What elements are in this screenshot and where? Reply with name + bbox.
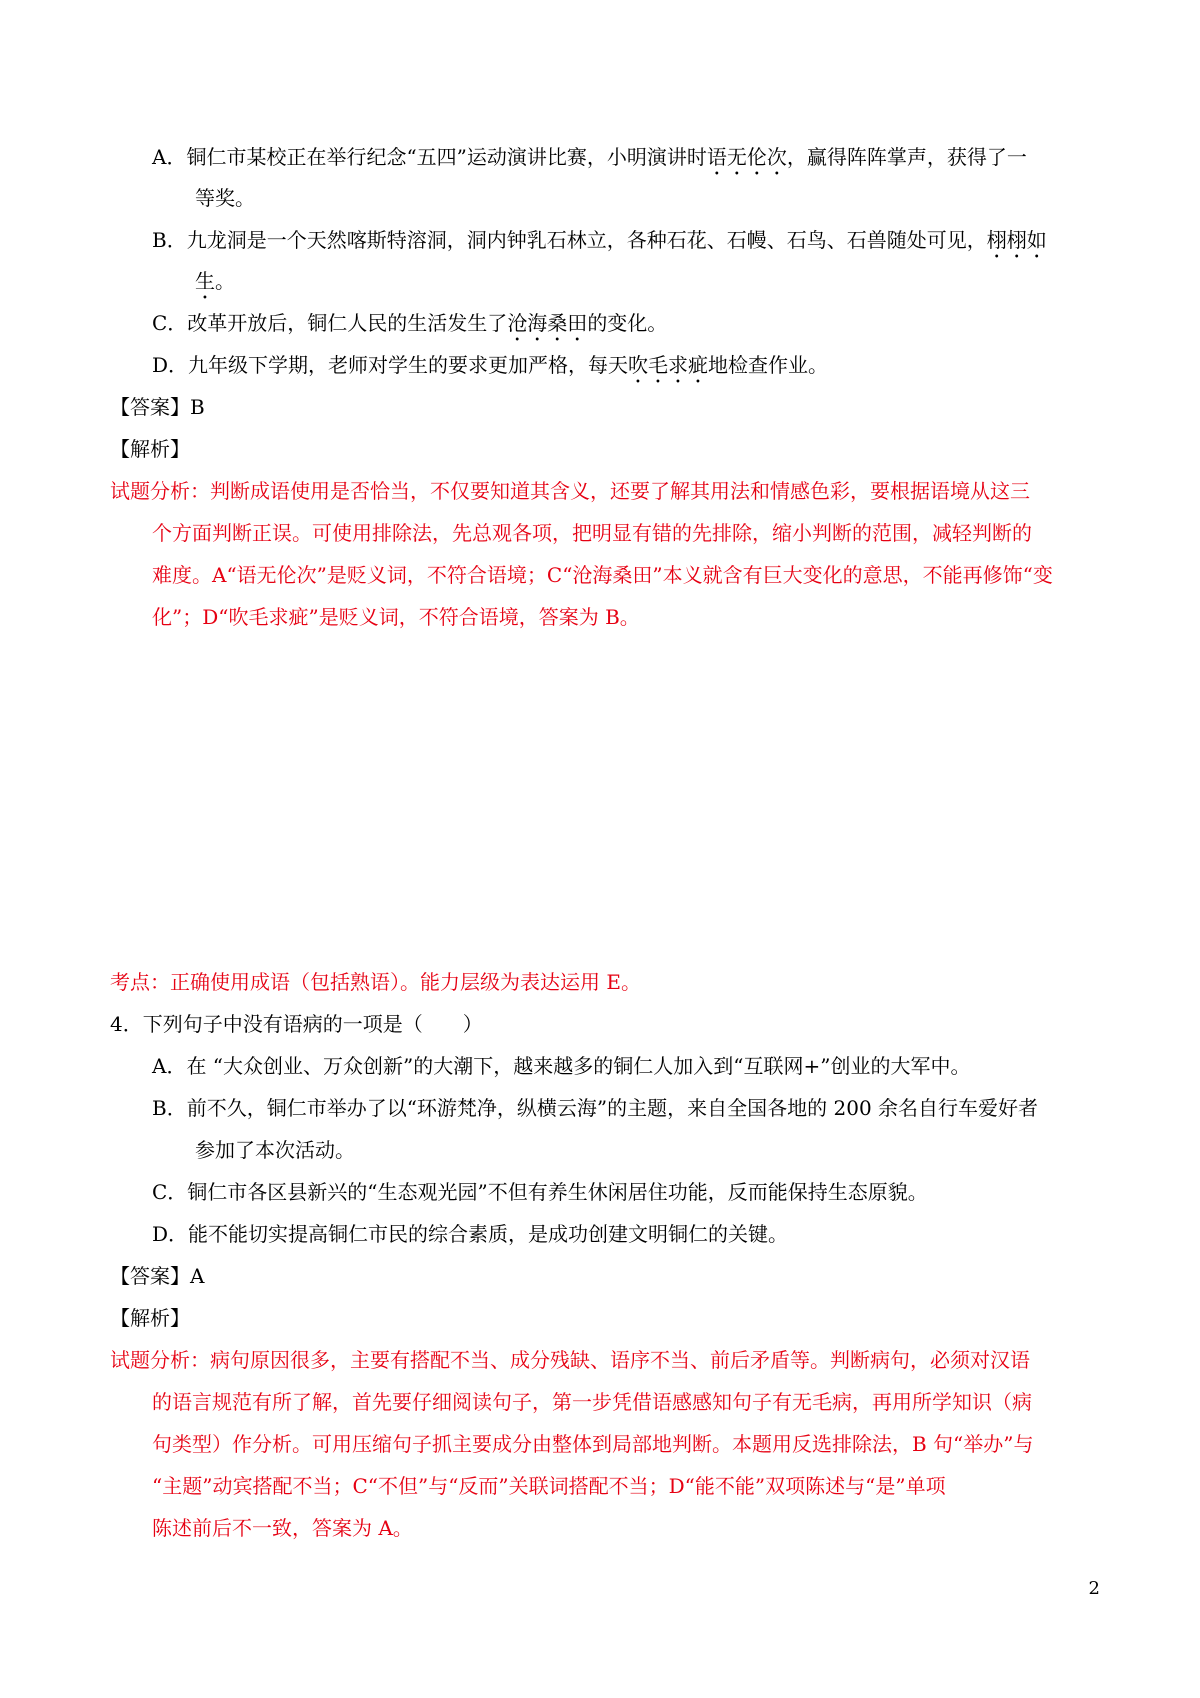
emphasized-idiom: 沧海桑田 [507, 311, 588, 335]
emphasized-idiom: 栩栩如 [986, 228, 1047, 252]
q4-answer: 【答案】A [110, 1264, 205, 1288]
q4-analysis-line: 试题分析：病句原因很多，主要有搭配不当、成分残缺、语序不当、前后矛盾等。判断病句，必须对汉语 [110, 1348, 1030, 1372]
q3-option-a: A．铜仁市某校正在举行纪念“五四”运动演讲比赛，小明演讲时语无伦次，赢得阵阵掌声，获得了一 [152, 145, 1027, 169]
emphasized-idiom: 语无伦次 [706, 145, 787, 169]
q3-analysis-line: 试题分析：判断成语使用是否恰当，不仅要知道其含义，还要了解其用法和情感色彩，要根据语境从这三 [110, 479, 1030, 503]
q4-option-b-continued: 参加了本次活动。 [195, 1138, 355, 1162]
q4-option-a: A．在 “大众创业、万众创新”的大潮下，越来越多的铜仁人加入到“互联网+”创业的大军中。 [152, 1054, 971, 1078]
q3-answer: 【答案】B [110, 395, 205, 419]
emphasized-idiom: 吹毛求疵 [628, 353, 709, 377]
q3-analysis-label: 【解析】 [110, 437, 190, 461]
q4-analysis-label: 【解析】 [110, 1306, 190, 1330]
q3-analysis-line: 难度。A“语无伦次”是贬义词，不符合语境；C“沧海桑田”本义就含有巨大变化的意思，不能再修饰“变 [152, 563, 1053, 587]
q3-analysis-line: 个方面判断正误。可使用排除法，先总观各项，把明显有错的先排除，缩小判断的范围，减轻判断的 [152, 521, 1032, 545]
q4-analysis-line: “主题”动宾搭配不当；C“不但”与“反而”关联词搭配不当；D“能不能”双项陈述与“是”单项 [152, 1474, 946, 1498]
page-number: 2 [1088, 1578, 1100, 1599]
q3-analysis-line: 化”；D“吹毛求疵”是贬义词，不符合语境，答案为 B。 [152, 605, 640, 629]
q3-kaodian: 考点：正确使用成语（包括熟语）。能力层级为表达运用 E。 [110, 970, 641, 994]
q4-analysis-line: 的语言规范有所了解，首先要仔细阅读句子，第一步凭借语感感知句子有无毛病，再用所学知识（病 [152, 1390, 1032, 1414]
q4-analysis-line: 陈述前后不一致，答案为 A。 [152, 1516, 413, 1540]
q4-option-b: B．前不久，铜仁市举办了以“环游梵净，纵横云海”的主题，来自全国各地的 200 余名自行车爱好者 [152, 1096, 1039, 1120]
q3-option-d: D．九年级下学期，老师对学生的要求更加严格，每天吹毛求疵地检查作业。 [152, 353, 829, 377]
q4-question: 4．下列句子中没有语病的一项是（ ） [110, 1012, 483, 1036]
emphasized-idiom-end: 生 [195, 269, 215, 293]
q3-option-b-continued: 生。 [195, 269, 235, 293]
q4-analysis-line: 句类型）作分析。可用压缩句子抓主要成分由整体到局部地判断。本题用反选排除法，B 句“举办”与 [152, 1432, 1034, 1456]
q3-option-b: B．九龙洞是一个天然喀斯特溶洞，洞内钟乳石林立，各种石花、石幔、石鸟、石兽随处可见，栩栩如 [152, 228, 1047, 252]
q4-option-c: C．铜仁市各区县新兴的“生态观光园”不但有养生休闲居住功能，反而能保持生态原貌。 [152, 1180, 928, 1204]
q3-option-a-continued: 等奖。 [195, 186, 255, 210]
q4-option-d: D．能不能切实提高铜仁市民的综合素质，是成功创建文明铜仁的关键。 [152, 1222, 789, 1246]
q3-option-c: C．改革开放后，铜仁人民的生活发生了沧海桑田的变化。 [152, 311, 668, 335]
